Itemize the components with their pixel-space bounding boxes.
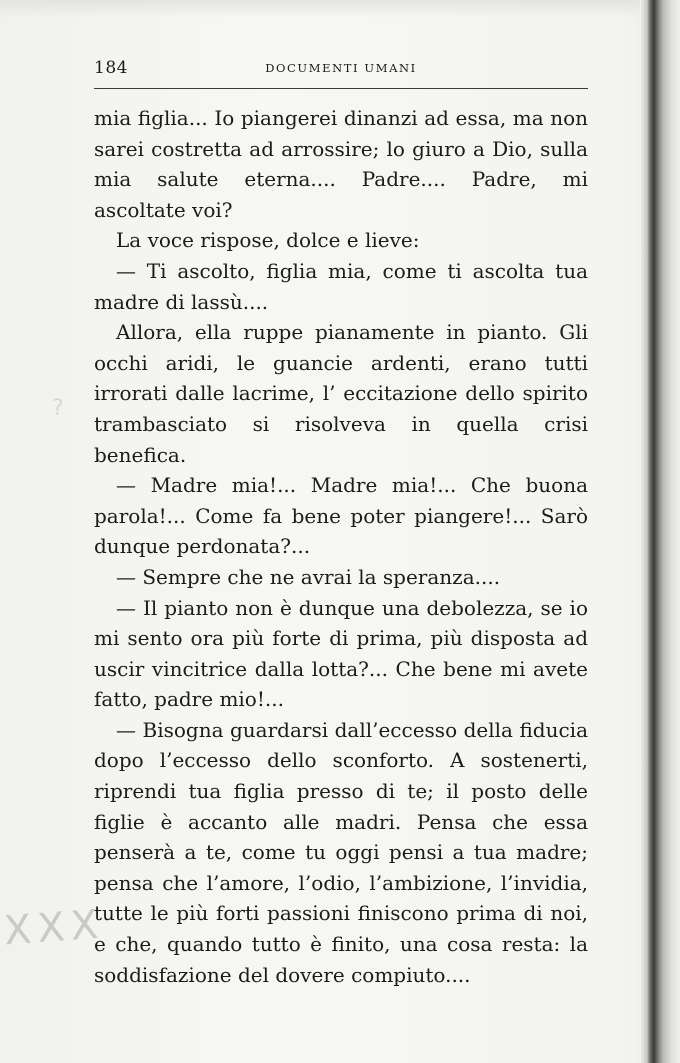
page-top-shadow [0, 0, 640, 18]
page-header [94, 58, 588, 80]
paragraph-3: — Ti ascolto, figlia mia, come ti ascolta tua madre di lassù.... [94, 258, 588, 314]
margin-pencil-mark: ? [52, 396, 64, 421]
book-binding-edge [641, 0, 680, 1063]
margin-pencil-note: XXX [2, 901, 106, 955]
header-rule [94, 88, 588, 89]
paragraph-5: — Madre mia!... Madre mia!... Che buona parola!... Come fa bene poter piangere!... Sarò dunque perdonata?... [94, 473, 588, 559]
paragraph-6: — Sempre che ne avrai la speranza.... [116, 564, 501, 589]
body-text [94, 103, 588, 990]
running-title: DOCUMENTI UMANI [265, 61, 417, 75]
page-number: 184 [94, 58, 128, 78]
paragraph-2: La voce rispose, dolce e lieve: [116, 228, 420, 253]
paragraph-1: mia figlia... Io piangerei dinanzi ad essa, ma non sarei costretta ad arrossire; lo giuro a Dio, sulla mia salute eterna.... Padre.... Padre, mi ascoltate voi? [94, 106, 588, 222]
paragraph-7: — Il pianto non è dunque una debolezza, se io mi sento ora più forte di prima, più disposta ad uscir vincitrice dalla lotta?... Che bene mi avete fatto, padre mio!... [94, 595, 588, 712]
paragraph-8: — Bisogna guardarsi dall’eccesso della fiducia dopo l’eccesso dello sconforto. A sostenerti, riprendi tua figlia presso di te; il posto delle figlie è accanto alle madri. Pensa che essa penserà a te, come tu oggi pensi a tua madre; pensa che l’amore, l’odio, l’ambizione, l’invidia, tutte le più forti passioni finiscono prima di noi, e che, quando tutto è finito, una cosa resta: la soddisfazione del dovere compiuto.... [94, 717, 588, 987]
paragraph-4: Allora, ella ruppe pianamente in pianto. Gli occhi aridi, le guancie ardenti, erano tutti irrorati dalle lacrime, l’ eccitazione dello spirito trambasciato si risolveva in quella crisi benefica. [94, 320, 588, 467]
